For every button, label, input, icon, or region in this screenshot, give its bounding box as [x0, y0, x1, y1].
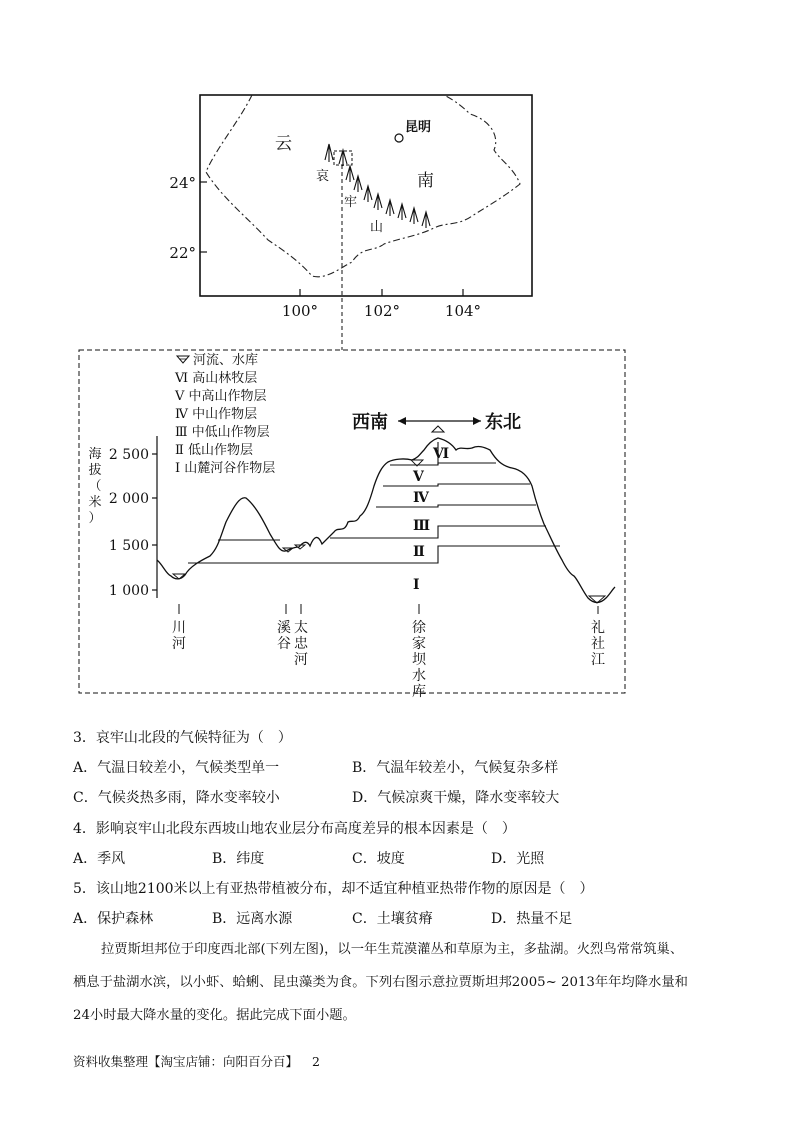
- ytick-2000: 2 000: [108, 491, 149, 507]
- q4-option-a: A．季风: [73, 851, 126, 867]
- q5-option-c: C．土壤贫瘠: [352, 911, 433, 927]
- svg-text:礼: 礼: [591, 620, 605, 636]
- q4-option-b: B．纬度: [212, 851, 265, 867]
- footer: [73, 1052, 320, 1070]
- place-label-taizhonghe: [294, 619, 309, 668]
- lon-104: 104°: [444, 302, 482, 320]
- place-label-xigu: [277, 620, 291, 652]
- lat-22: 22°: [169, 244, 196, 262]
- q3-option-d: D．气候凉爽干燥，降水变率较大: [352, 790, 560, 806]
- label-lao: 牢: [344, 195, 358, 210]
- svg-text:河: 河: [294, 652, 308, 668]
- svg-text:忠: 忠: [294, 636, 308, 652]
- svg-text:拔: 拔: [88, 463, 102, 478]
- river-reservoir-symbol: [177, 356, 189, 363]
- legend-layer-5: Ⅴ 中高山作物层: [175, 389, 267, 404]
- label-kunming: 昆明: [405, 120, 432, 135]
- lon-102: 102°: [363, 302, 401, 320]
- layer-label-3: Ⅲ: [413, 518, 431, 534]
- water-bodies: [173, 460, 605, 603]
- legend: [174, 352, 275, 476]
- map-frame: [200, 95, 532, 296]
- layer-label-1: Ⅰ: [413, 577, 420, 593]
- svg-text:库: 库: [412, 684, 426, 700]
- q5-option-b: B．远离水源: [212, 911, 293, 927]
- place-label-xujiaba-reservoir: [412, 620, 427, 700]
- profile-diagram: [79, 350, 625, 700]
- svg-text:坝: 坝: [412, 652, 426, 668]
- svg-text:家: 家: [412, 636, 426, 652]
- label-shan: 山: [370, 220, 384, 235]
- direction-southwest: 西南: [352, 412, 388, 433]
- layer-label-4: Ⅳ: [413, 490, 429, 506]
- label-yun: 云: [275, 134, 292, 154]
- q5-option-d: D．热量不足: [491, 911, 573, 927]
- legend-layer-4: Ⅳ 中山作物层: [175, 407, 258, 422]
- svg-text:川: 川: [172, 620, 186, 636]
- layer-label-2: Ⅱ: [413, 544, 425, 560]
- ytick-2500: 2 500: [108, 447, 149, 463]
- legend-layer-3: Ⅲ 中低山作物层: [175, 425, 270, 440]
- question-5: 5．该山地2100米以上有亚热带植被分布，却不适宜种植亚热带作物的原因是（ ）: [73, 881, 594, 897]
- legend-layer-1: Ⅰ 山麓河谷作物层: [175, 461, 276, 476]
- q4-option-d: D．光照: [491, 851, 545, 867]
- svg-text:溪: 溪: [277, 620, 291, 636]
- q3-option-c: C．气候炎热多雨，降水变率较小: [73, 790, 280, 806]
- question-4: 4．影响哀牢山北段东西坡山地农业层分布高度差异的根本因素是（ ）: [73, 821, 516, 837]
- svg-text:江: 江: [591, 652, 605, 668]
- svg-text:（: （: [88, 479, 102, 494]
- place-label-chuanhe: [172, 620, 186, 652]
- q3-option-b: B．气温年较差小，气候复杂多样: [352, 760, 559, 776]
- lat-24: 24°: [169, 174, 196, 192]
- summit-marker: [432, 426, 444, 432]
- svg-text:）: ）: [88, 511, 102, 526]
- footer-source: 资料收集整理【淘宝店铺：向阳百分百】: [73, 1054, 299, 1069]
- legend-river: 河流、水库: [193, 353, 259, 368]
- svg-text:水: 水: [412, 668, 426, 684]
- passage-line-1: 拉贾斯坦邦位于印度西北部(下列左图)，以一年生荒漠灌丛和草原为主，多盐湖。火烈鸟常常筑巢、: [101, 942, 684, 957]
- svg-text:太: 太: [294, 620, 308, 636]
- place-label-lishejiang: [591, 620, 605, 668]
- question-3: 3．哀牢山北段的气候特征为（ ）: [73, 730, 292, 746]
- q3-option-a: A．气温日较差小，气候类型单一: [73, 760, 280, 776]
- layer-label-6: Ⅵ: [433, 446, 450, 462]
- svg-text:社: 社: [591, 636, 605, 652]
- svg-text:海: 海: [88, 447, 102, 462]
- page-number: 2: [312, 1054, 320, 1069]
- ytick-1000: 1 000: [108, 583, 149, 599]
- province-boundary: [206, 95, 520, 277]
- svg-text:谷: 谷: [277, 636, 291, 652]
- q4-option-c: C．坡度: [352, 851, 405, 867]
- layer-label-5: Ⅴ: [413, 469, 424, 485]
- direction-northeast: 东北: [485, 412, 521, 433]
- lon-100: 100°: [281, 302, 319, 320]
- passage-line-2: 栖息于盐湖水滨，以小虾、蛤蜊、昆虫藻类为食。下列右图示意拉贾斯坦邦2005~ 2013年年均降水量和: [73, 975, 688, 990]
- y-ticks: [152, 454, 157, 590]
- location-map: [169, 95, 532, 320]
- label-nan: 南: [417, 171, 434, 191]
- svg-text:徐: 徐: [412, 620, 426, 636]
- q5-option-a: A．保护森林: [73, 911, 154, 927]
- svg-text:河: 河: [172, 636, 186, 652]
- y-axis-label: [88, 447, 101, 526]
- place-markers: [179, 604, 598, 614]
- kunming-marker: [395, 134, 403, 142]
- passage-line-3: 24小时最大降水量的变化。据此完成下面小题。: [73, 1008, 356, 1023]
- svg-text:米: 米: [88, 495, 102, 510]
- legend-layer-2: Ⅱ 低山作物层: [175, 443, 253, 458]
- mountain-symbols: [325, 144, 430, 228]
- legend-layer-6: Ⅵ 高山林牧层: [175, 371, 258, 386]
- ytick-1500: 1 500: [108, 538, 149, 554]
- label-ai: 哀: [316, 169, 330, 184]
